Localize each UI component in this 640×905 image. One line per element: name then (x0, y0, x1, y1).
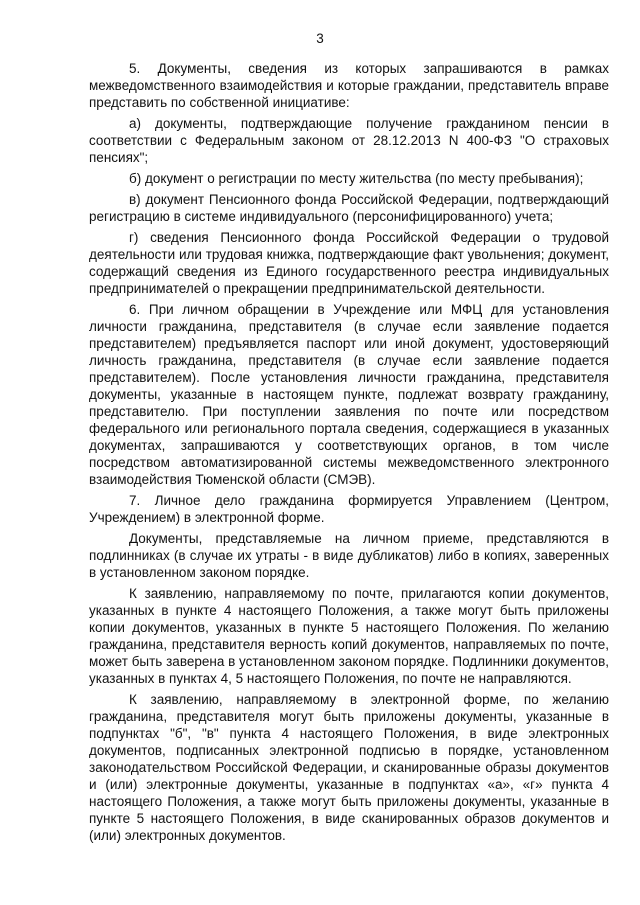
subparagraph-g: г) сведения Пенсионного фонда Российской Федерации о трудовой деятельности или трудовая книжка, подтверждающие факт увольнения; документ, содержащий сведения из Единого государственного реестра индивидуальных предпринимателей о прекращении предпринимательской деятельности. (89, 230, 609, 296)
document-body (89, 60, 609, 848)
paragraph-item-6: 6. При личном обращении в Учреждение или МФЦ для установления личности гражданина, представителя (в случае если заявление подается представителем) предъявляется паспорт или иной документ, удостоверяющий личность гражданина, представителя (в случае если заявление подается представителем). После установления личности гражданина, представителя документы, указанные в настоящем пункте, подлежат возврату гражданину, представителю. При поступлении заявления по почте или посредством федерального или регионального портала сведения, содержащиеся в указанных документах, запрашиваются у соответствующих органов, в том числе посредством автоматизированной системы межведомственного электронного взаимодействия Тюменской области (СМЭВ). (89, 302, 609, 487)
paragraph-documents-electronic: К заявлению, направляемому в электронной форме, по желанию гражданина, представителя могут быть приложены документы, указанные в подпунктах "б", "в" пункта 4 настоящего Положения, в виде электронных документов, подписанных электронной подписью в порядке, установленном законодательством Российской Федерации, и сканированные образы документов и (или) электронные документы, указанные в подпунктах «а», «г» пункта 4 настоящего Положения, а также могут быть приложены документы, указанные в пункте 5 настоящего Положения, в виде сканированных образов документов и (или) электронных документов. (89, 692, 609, 843)
paragraph-item-7: 7. Личное дело гражданина формируется Управлением (Центром, Учреждением) в электронной форме. (89, 493, 609, 525)
paragraph-item-5: 5. Документы, сведения из которых запрашиваются в рамках межведомственного взаимодействия и которые граждании, представитель вправе представить по собственной инициативе: (89, 61, 609, 110)
subparagraph-b: б) документ о регистрации по месту жительства (по месту пребывания); (129, 171, 584, 186)
subparagraph-a: а) документы, подтверждающие получение гражданином пенсии в соответствии с Федеральным законом от 28.12.2013 N 400-ФЗ "О страховых пенсиях"; (89, 116, 609, 165)
page-number: 3 (316, 31, 324, 46)
paragraph-documents-in-person: Документы, представляемые на личном приеме, представляются в подлинниках (в случае их утраты - в виде дубликатов) либо в копиях, заверенных в установленном законом порядке. (89, 531, 609, 580)
paragraph-documents-by-mail: К заявлению, направляемому по почте, прилагаются копии документов, указанных в пункте 4 настоящего Положения, а также могут быть приложены копии документов, указанных в пункте 5 настоящего Положения. По желанию гражданина, представителя верность копий документов, направляемых по почте, может быть заверена в установленном законом порядке. Подлинники документов, указанных в пунктах 4, 5 настоящего Положения, по почте не направляются. (89, 586, 609, 686)
subparagraph-v: в) документ Пенсионного фонда Российской Федерации, подтверждающий регистрацию в системе индивидуального (персонифицированного) учета; (89, 192, 609, 224)
